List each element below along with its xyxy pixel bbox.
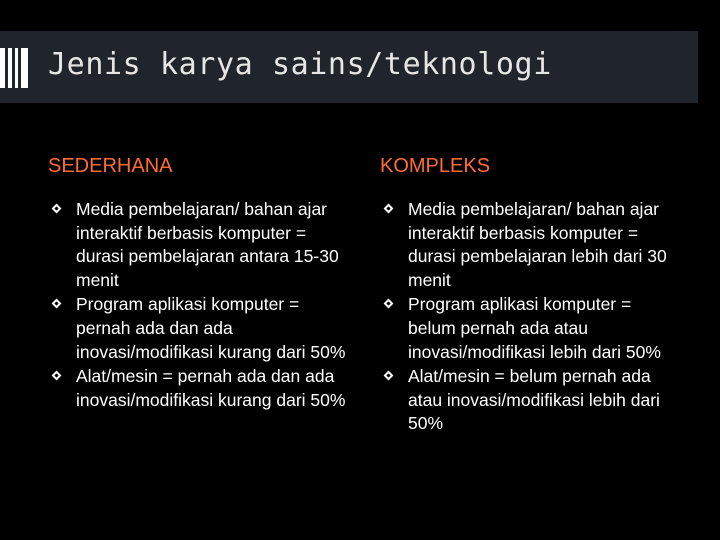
bullet-icon	[52, 371, 62, 381]
bullet-icon	[384, 299, 394, 309]
column-kompleks	[380, 155, 680, 437]
slide-title: Jenis karya sains/teknologi	[48, 47, 552, 82]
list-item-text: Program aplikasi komputer = pernah ada dan ada inovasi/modifikasi kurang dari 50%	[76, 294, 346, 362]
list-item	[380, 198, 680, 292]
bullet-list-kompleks	[380, 198, 680, 436]
list-item-text: Program aplikasi komputer = belum pernah ada atau inovasi/modifikasi lebih dari 50%	[408, 294, 661, 362]
list-item-text: Alat/mesin = pernah ada dan ada inovasi/modifikasi kurang dari 50%	[76, 366, 346, 410]
bullet-list-sederhana	[48, 198, 348, 412]
column-sederhana	[48, 155, 348, 413]
list-item	[380, 365, 680, 436]
column-heading-sederhana: SEDERHANA	[48, 155, 173, 177]
column-heading-kompleks: KOMPLEKS	[380, 155, 491, 177]
list-item	[380, 293, 680, 364]
bullet-icon	[52, 299, 62, 309]
list-item	[48, 365, 348, 412]
list-item	[48, 198, 348, 292]
list-item-text: Alat/mesin = belum pernah ada atau inovasi/modifikasi lebih dari 50%	[408, 366, 660, 434]
list-item-text: Media pembelajaran/ bahan ajar interaktif berbasis komputer = durasi pembelajaran antara 15-30 menit	[76, 199, 339, 290]
list-item-text: Media pembelajaran/ bahan ajar interaktif berbasis komputer = durasi pembelajaran lebih dari 30 menit	[408, 199, 667, 290]
bullet-icon	[52, 204, 62, 214]
list-item	[48, 293, 348, 364]
bullet-icon	[384, 371, 394, 381]
title-decoration	[0, 48, 28, 88]
bullet-icon	[384, 204, 394, 214]
